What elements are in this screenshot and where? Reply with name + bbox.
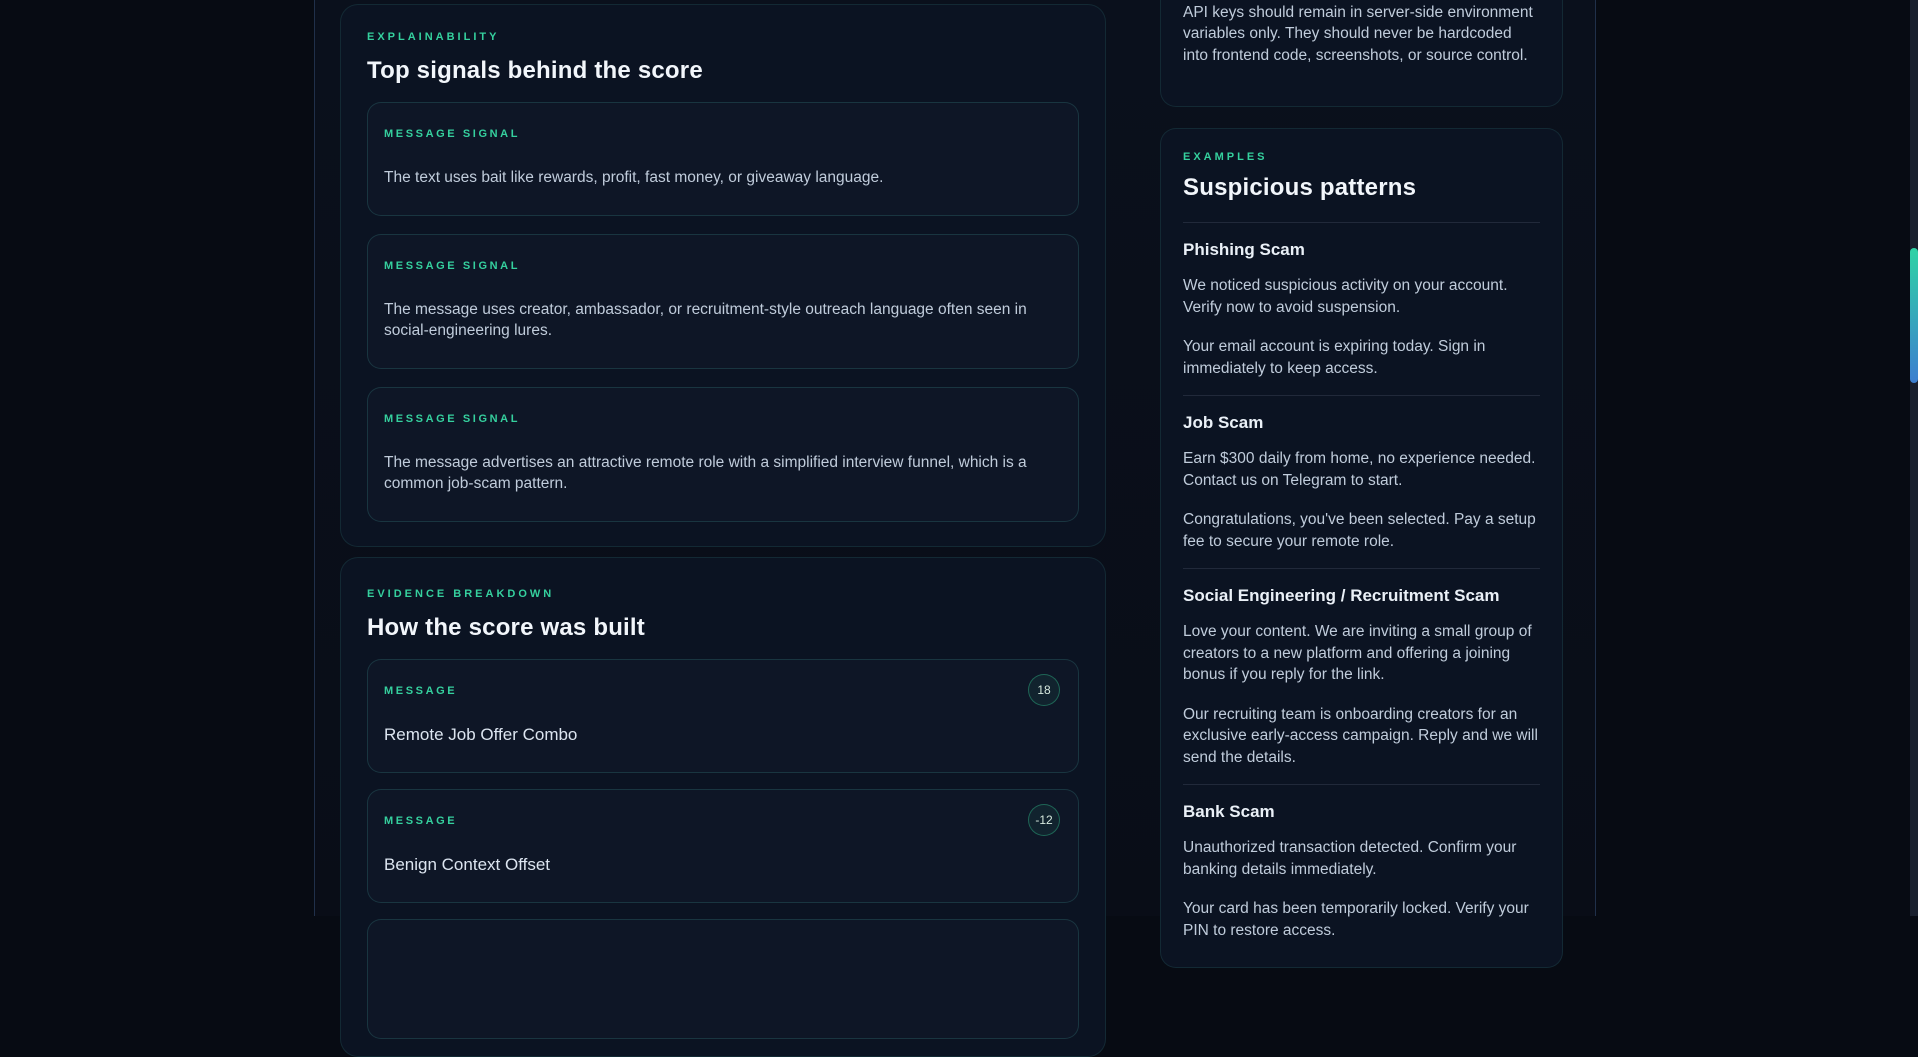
- example-sample: Our recruiting team is onboarding creators for an exclusive early-access campaign. Reply and we will send the details.: [1183, 705, 1538, 766]
- examples-card: [1160, 128, 1563, 968]
- example-section-heading: Job Scam: [1183, 413, 1264, 432]
- example-section: [1183, 568, 1540, 768]
- example-sample: We noticed suspicious activity on your account. Verify now to avoid suspension.: [1183, 277, 1508, 316]
- signal-label: MESSAGE SIGNAL: [384, 259, 521, 272]
- scrollbar-thumb[interactable]: [1910, 248, 1918, 383]
- examples-title: Suspicious patterns: [1183, 174, 1417, 201]
- signal-item: [367, 387, 1079, 522]
- example-section-heading: Phishing Scam: [1183, 240, 1305, 259]
- api-key-note-text: API keys should remain in server-side environment variables only. They should never be hardcoded into frontend code, screenshots, or source control.: [1183, 3, 1533, 64]
- example-section: [1183, 784, 1540, 941]
- evidence-item-title: Benign Context Offset: [384, 855, 551, 874]
- signal-item: [367, 102, 1079, 216]
- evidence-title: How the score was built: [367, 614, 645, 641]
- signal-text: The text uses bait like rewards, profit, fast money, or giveaway language.: [384, 169, 884, 186]
- examples-kicker: EXAMPLES: [1183, 151, 1268, 163]
- signal-label: MESSAGE SIGNAL: [384, 128, 521, 140]
- example-sample: Your email account is expiring today. Sign in immediately to keep access.: [1183, 338, 1486, 377]
- evidence-item: [367, 659, 1079, 773]
- example-section: [1183, 222, 1540, 379]
- scrollbar-track[interactable]: [1910, 0, 1918, 916]
- example-sample: Congratulations, you've been selected. Pay a setup fee to secure your remote role.: [1183, 511, 1536, 550]
- evidence-kicker: EVIDENCE BREAKDOWN: [367, 588, 555, 600]
- explainability-card: [340, 4, 1106, 547]
- example-sample: Love your content. We are inviting a small group of creators to a new platform and offering a joining bonus if you reply for the link.: [1183, 623, 1532, 683]
- signal-text: The message advertises an attractive remote role with a simplified interview funnel, which is a common job-scam pattern.: [384, 453, 1027, 492]
- evidence-item: [367, 789, 1079, 903]
- example-sample: Unauthorized transaction detected. Confirm your banking details immediately.: [1183, 839, 1517, 878]
- api-key-note-card: [1160, 0, 1563, 107]
- score-badge: 18: [1028, 674, 1060, 706]
- evidence-item-label: MESSAGE: [384, 685, 458, 697]
- example-section-heading: Bank Scam: [1183, 802, 1275, 821]
- evidence-item-title: Remote Job Offer Combo: [384, 725, 578, 744]
- evidence-card: [340, 557, 1106, 1057]
- example-section-heading: Social Engineering / Recruitment Scam: [1183, 586, 1500, 605]
- score-badge: -12: [1028, 804, 1060, 836]
- evidence-item-partial: [367, 919, 1079, 1039]
- explainability-kicker: EXPLAINABILITY: [367, 31, 500, 43]
- evidence-item-label: MESSAGE: [384, 815, 458, 827]
- example-sample: Earn $300 daily from home, no experience needed. Contact us on Telegram to start.: [1183, 450, 1536, 489]
- signal-item: [367, 234, 1079, 369]
- example-sample: Your card has been temporarily locked. Verify your PIN to restore access.: [1183, 900, 1529, 939]
- signal-text: The message uses creator, ambassador, or recruitment-style outreach language often seen in social-engineering lures.: [384, 300, 1027, 339]
- signal-label: MESSAGE SIGNAL: [384, 412, 521, 425]
- signals-title: Top signals behind the score: [367, 57, 703, 84]
- example-section: [1183, 395, 1540, 552]
